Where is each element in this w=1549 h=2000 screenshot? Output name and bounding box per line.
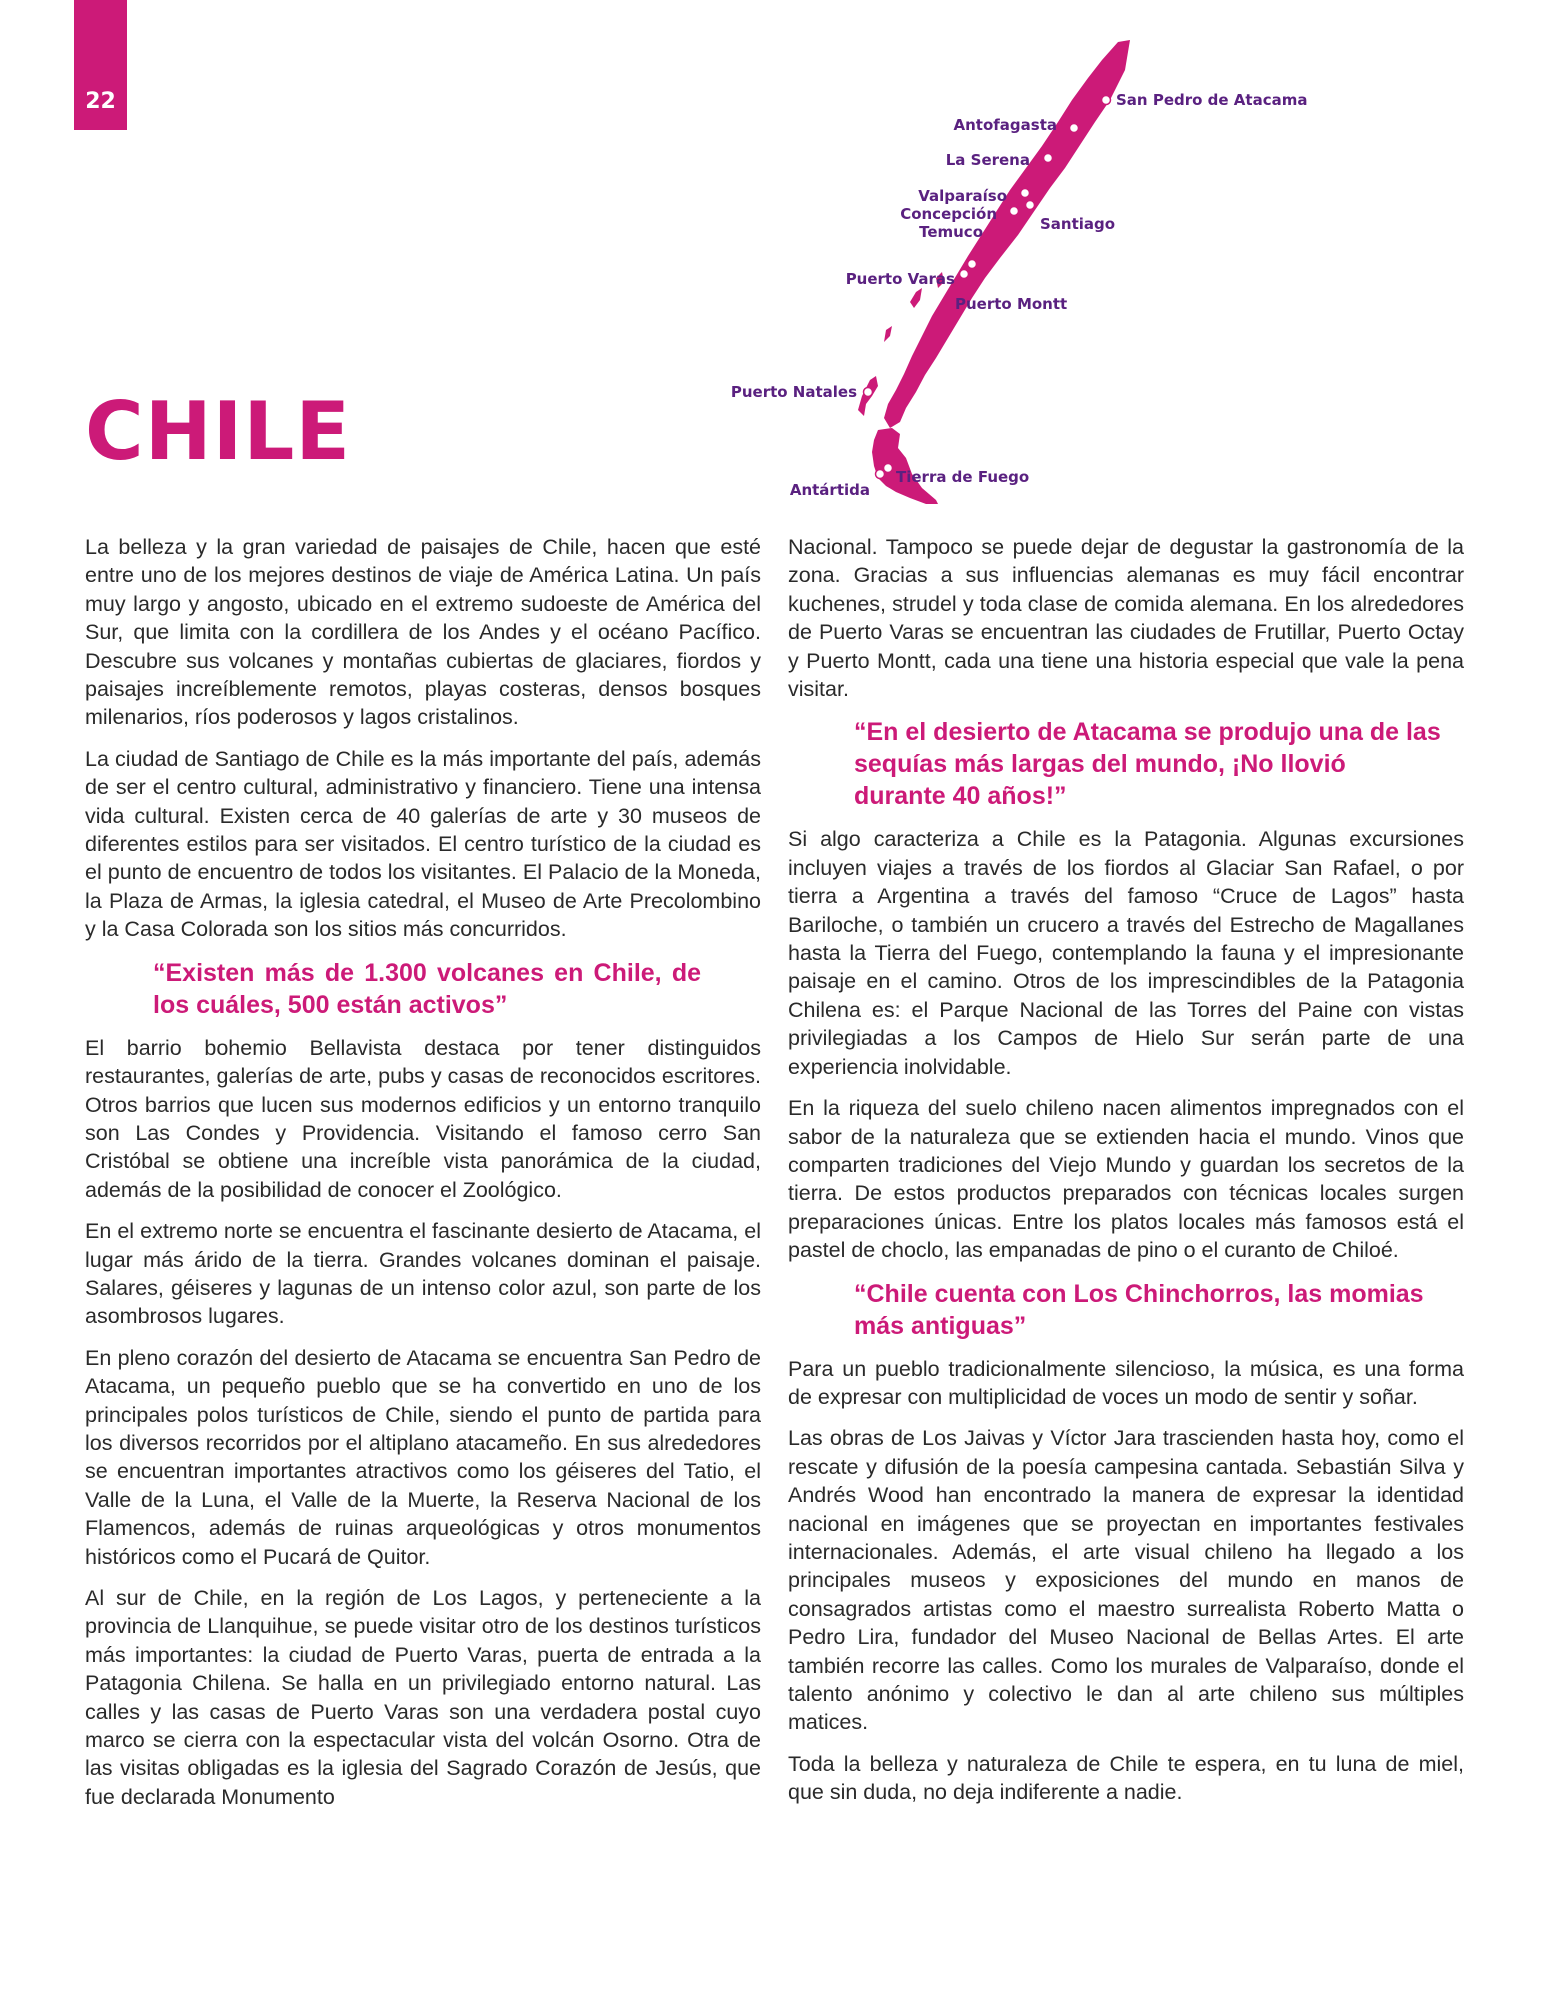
label-antartida: Antártida (789, 481, 870, 499)
paragraph: El barrio bohemio Bellavista destaca por tener distinguidos restaurantes, galerías de arte, pubs y casas de reconocidos escritores. Otros barrios que lucen sus modernos edificios y un entorno tranquilo son Las Condes y Providencia. Visitando el famoso cerro San Cristóbal se obtiene una increíble vista panorámica de la ciudad, además de la posibilidad de conocer el Zoológico. (85, 1035, 761, 1202)
dot-la-serena (1044, 154, 1053, 163)
label-puerto-varas: Puerto Varas (845, 270, 955, 288)
dot-puerto-varas (968, 260, 977, 269)
page-number: 22 (85, 89, 116, 114)
paragraph: Nacional. Tampoco se puede dejar de degustar la gastronomía de la zona. Gracias a sus influencias alemanas es muy fácil encontrar kuchenes, strudel y toda clase de comida alemana. En los alrededores de Puerto Varas se encuentran las ciudades de Frutillar, Puerto Octay y Puerto Montt, cada una tiene una historia especial que vale la pena visitar. (788, 535, 1464, 702)
paragraph: Toda la belleza y naturaleza de Chile te espera, en tu luna de miel, que sin duda, no deja indiferente a nadie. (788, 1751, 1464, 1805)
paragraph: La belleza y la gran variedad de paisajes de Chile, hacen que esté entre uno de los mejores destinos de viaje de América Latina. Un país muy largo y angosto, ubicado en el extremo sudoeste de América del Sur, que limita con la cordillera de los Andes y el océano Pacífico. Descubre sus volcanes y montañas cubiertas de glaciares, fiordos y paisajes increíblemente remotos, playas costeras, densos bosques milenarios, ríos poderosos y lagos cristalinos. (85, 535, 761, 730)
dot-puerto-natales (864, 388, 873, 397)
paragraph: Al sur de Chile, en la región de Los Lagos, y perteneciente a la provincia de Llanquihue, se puede visitar otro de los destinos turísticos más importantes: la ciudad de Puerto Varas, puerta de entrada a la Patagonia Chilena. Se halla en un privilegiado entorno natural. Las calles y las casas de Puerto Varas son una verdadera postal cuyo marco se cierra con la espectacular vista del volcán Osorno. Otra de las visitas obligadas es la iglesia del Sagrado Corazón de Jesús, que fue declarada Monumento (85, 1586, 761, 1809)
paragraph: En pleno corazón del desierto de Atacama se encuentra San Pedro de Atacama, un pequeño pueblo que se ha convertido en uno de los principales polos turísticos de Chile, siendo el punto de partida para los diversos recorridos por el altiplano atacameño. En sus alrededores se encuentran importantes atractivos como los géiseres del Tatio, el Valle de la Luna, el Valle de la Muerte, la Reserva Nacional de los Flamencos, además de ruinas arqueológicas y otros monumentos históricos como el Pucará de Quitor. (85, 1345, 761, 1569)
label-tierra-del-fuego: Tierra de Fuego (896, 468, 1030, 486)
label-la-serena: La Serena (945, 151, 1030, 169)
pull-quote: “Chile cuenta con Los Chinchorros, las momias más antiguas” (854, 1279, 1424, 1340)
dot-antartida (876, 470, 885, 479)
paragraph: La ciudad de Santiago de Chile es la más importante del país, además de ser el centro cultural, administrativo y financiero. Tiene una intensa vida cultural. Existen cerca de 40 galerías de arte y 30 museos de diferentes estilos para ser visitados. El centro turístico de la ciudad es el punto de encuentro de todos los visitantes. El Palacio de la Moneda, la Plaza de Armas, la iglesia catedral, el Museo de Arte Precolombino y la Casa Colorada son los sitios más concurridos. (85, 746, 761, 942)
label-temuco: Temuco (919, 223, 983, 241)
dot-santiago (1026, 201, 1035, 210)
label-puerto-natales: Puerto Natales (730, 383, 857, 401)
paragraph: En la riqueza del suelo chileno nacen alimentos impregnados con el sabor de la naturaleza que se extienden hacia el mundo. Vinos que comparten tradiciones del Viejo Mundo y guardan los secretos de la tierra. De estos productos preparados con técnicas locales surgen preparaciones únicas. Entre los platos locales más famosos está el pastel de choclo, las empanadas de pino o el curanto de Chiloé. (788, 1096, 1464, 1263)
right-column (788, 533, 1464, 1820)
label-antofagasta: Antofagasta (953, 116, 1057, 134)
label-san-pedro: San Pedro de Atacama (1116, 91, 1308, 109)
dot-tierra-del-fuego (884, 464, 893, 473)
label-santiago: Santiago (1040, 215, 1116, 233)
dot-concepcion (1010, 207, 1019, 216)
dot-antofagasta (1070, 124, 1079, 133)
paragraph: Si algo caracteriza a Chile es la Patagonia. Algunas excursiones incluyen viajes a través de los fiordos al Glaciar San Rafael, o por tierra a Argentina a través del famoso “Cruce de Lagos” hasta Bariloche, o también un crucero a través del Estrecho de Magallanes hasta la Tierra del Fuego, contemplando la fauna y el impresionante paisaje en el camino. Otros de los imprescindibles de la Patagonia Chilena es: el Parque Nacional de las Torres del Paine con vistas privilegiadas a los Campos de Hielo Sur serán parte de una experiencia inolvidable. (788, 827, 1464, 1079)
dot-valparaiso (1021, 189, 1030, 198)
pull-quote: “Existen más de 1.300 volcanes en Chile, de los cuáles, 500 están activos” (153, 958, 701, 1019)
dot-san-pedro (1102, 96, 1111, 105)
chile-map (700, 30, 1340, 530)
pull-quote: “En el desierto de Atacama se produjo una de las sequías más largas del mundo, ¡No llovió durante 40 años!” (854, 718, 1441, 811)
label-puerto-montt: Puerto Montt (955, 295, 1068, 313)
dot-puerto-montt (960, 270, 969, 279)
page-title: CHILE (85, 385, 352, 478)
label-valparaiso: Valparaíso (918, 187, 1007, 205)
paragraph: Las obras de Los Jaivas y Víctor Jara trascienden hasta hoy, como el rescate y difusión de la poesía campesina cantada. Sebastián Silva y Andrés Wood han encontrado la manera de expresar la identidad nacional en imágenes que se proyectan en importantes festivales internacionales. Además, el arte visual chileno ha llegado a los principales museos y exposiciones del mundo en manos de consagrados artistas como el maestro surrealista Roberto Matta o Pedro Lira, fundador del Museo Nacional de Bellas Artes. El arte también recorre las calles. Como los murales de Valparaíso, donde el talento anónimo y colectivo le dan al arte chileno sus múltiples matices. (788, 1426, 1464, 1735)
left-column (85, 533, 761, 1824)
paragraph: En el extremo norte se encuentra el fascinante desierto de Atacama, el lugar más árido de la tierra. Grandes volcanes dominan el paisaje. Salares, géiseres y lagunas de un intenso color azul, son parte de los asombrosos lugares. (85, 1219, 761, 1329)
paragraph: Para un pueblo tradicionalmente silencioso, la música, es una forma de expresar con multiplicidad de voces un modo de sentir y soñar. (788, 1356, 1464, 1409)
page-number-tab (74, 0, 127, 130)
label-concepcion: Concepción (900, 205, 997, 223)
chile-south-shape (872, 428, 938, 504)
